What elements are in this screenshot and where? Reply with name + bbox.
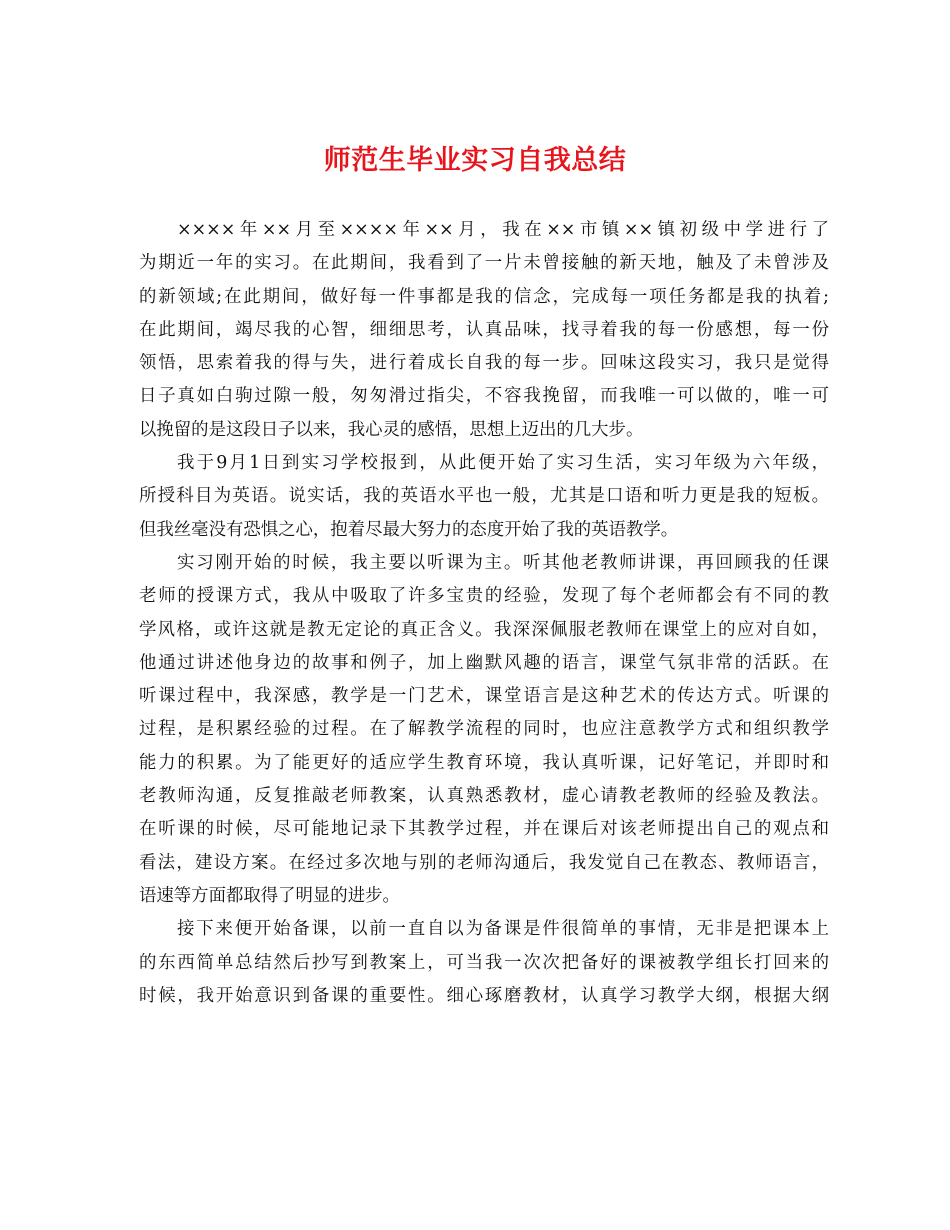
text-line: 语速等方面都取得了明显的进步。 <box>139 885 400 906</box>
text-line: 学风格，或许这就是教无定论的真正含义。我深深佩服老教师在课堂上的应对自如， <box>139 619 829 640</box>
text-line: 领悟，思索着我的得与失，进行着成长自我的每一步。回味这段实习，我只是觉得 <box>139 353 829 374</box>
text-line: 我于9月1日到实习学校报到，从此便开始了实习生活，实习年级为六年级， <box>177 453 829 474</box>
text-line: 在此期间，竭尽我的心智，细细思考，认真品味，找寻着我的每一份感想，每一份 <box>139 319 829 340</box>
text-line: 过程，是积累经验的过程。在了解教学流程的同时，也应注意教学方式和组织教学 <box>139 719 829 740</box>
text-line: ××××年××月至××××年××月，我在××市镇××镇初级中学进行了 <box>177 220 829 240</box>
text-line: 以挽留的是这段日子以来，我心灵的感悟，思想上迈出的几大步。 <box>139 419 644 440</box>
text-line: 他通过讲述他身边的故事和例子，加上幽默风趣的语言，课堂气氛非常的活跃。在 <box>139 652 829 673</box>
document-body <box>139 214 829 1013</box>
text-line: 看法，建设方案。在经过多次地与别的老师沟通后，我发觉自己在教态、教师语言， <box>139 852 829 873</box>
paragraph <box>139 214 829 447</box>
text-line: 时候，我开始意识到备课的重要性。细心琢磨教材，认真学习教学大纲，根据大纲 <box>139 985 829 1006</box>
text-line: 老教师沟通，反复推敲老师教案，认真熟悉教材，虚心请教老教师的经验及教法。 <box>139 786 829 807</box>
paragraph <box>139 547 829 913</box>
text-line: 在听课的时候，尽可能地记录下其教学过程，并在课后对该老师提出自己的观点和 <box>139 819 829 840</box>
document-title: 师范生毕业实习自我总结 <box>323 145 627 176</box>
text-line: 日子真如白驹过隙一般，匆匆滑过指尖，不容我挽留，而我唯一可以做的，唯一可 <box>139 386 829 407</box>
text-line: 的新领域;在此期间，做好每一件事都是我的信念，完成每一项任务都是我的执着; <box>139 286 829 307</box>
paragraph <box>139 447 829 547</box>
text-line: 所授科目为英语。说实话，我的英语水平也一般，尤其是口语和听力更是我的短板。 <box>139 486 829 507</box>
paragraph <box>139 913 829 1013</box>
text-line: 老师的授课方式，我从中吸取了许多宝贵的经验，发现了每个老师都会有不同的教 <box>139 586 829 607</box>
text-line: 但我丝毫没有恐惧之心，抱着尽最大努力的态度开始了我的英语教学。 <box>139 519 679 540</box>
text-line: 听课过程中，我深感，教学是一门艺术，课堂语言是这种艺术的传达方式。听课的 <box>139 686 829 707</box>
text-line: 能力的积累。为了能更好的适应学生教育环境，我认真听课，记好笔记，并即时和 <box>139 752 829 773</box>
text-line: 为期近一年的实习。在此期间，我看到了一片未曾接触的新天地，触及了未曾涉及 <box>139 253 829 274</box>
text-line: 实习刚开始的时候，我主要以听课为主。听其他老教师讲课，再回顾我的任课 <box>177 552 829 573</box>
text-line: 接下来便开始备课，以前一直自以为备课是件很简单的事情，无非是把课本上 <box>177 919 829 940</box>
text-line: 的东西简单总结然后抄写到教案上，可当我一次次把备好的课被教学组长打回来的 <box>139 952 829 973</box>
